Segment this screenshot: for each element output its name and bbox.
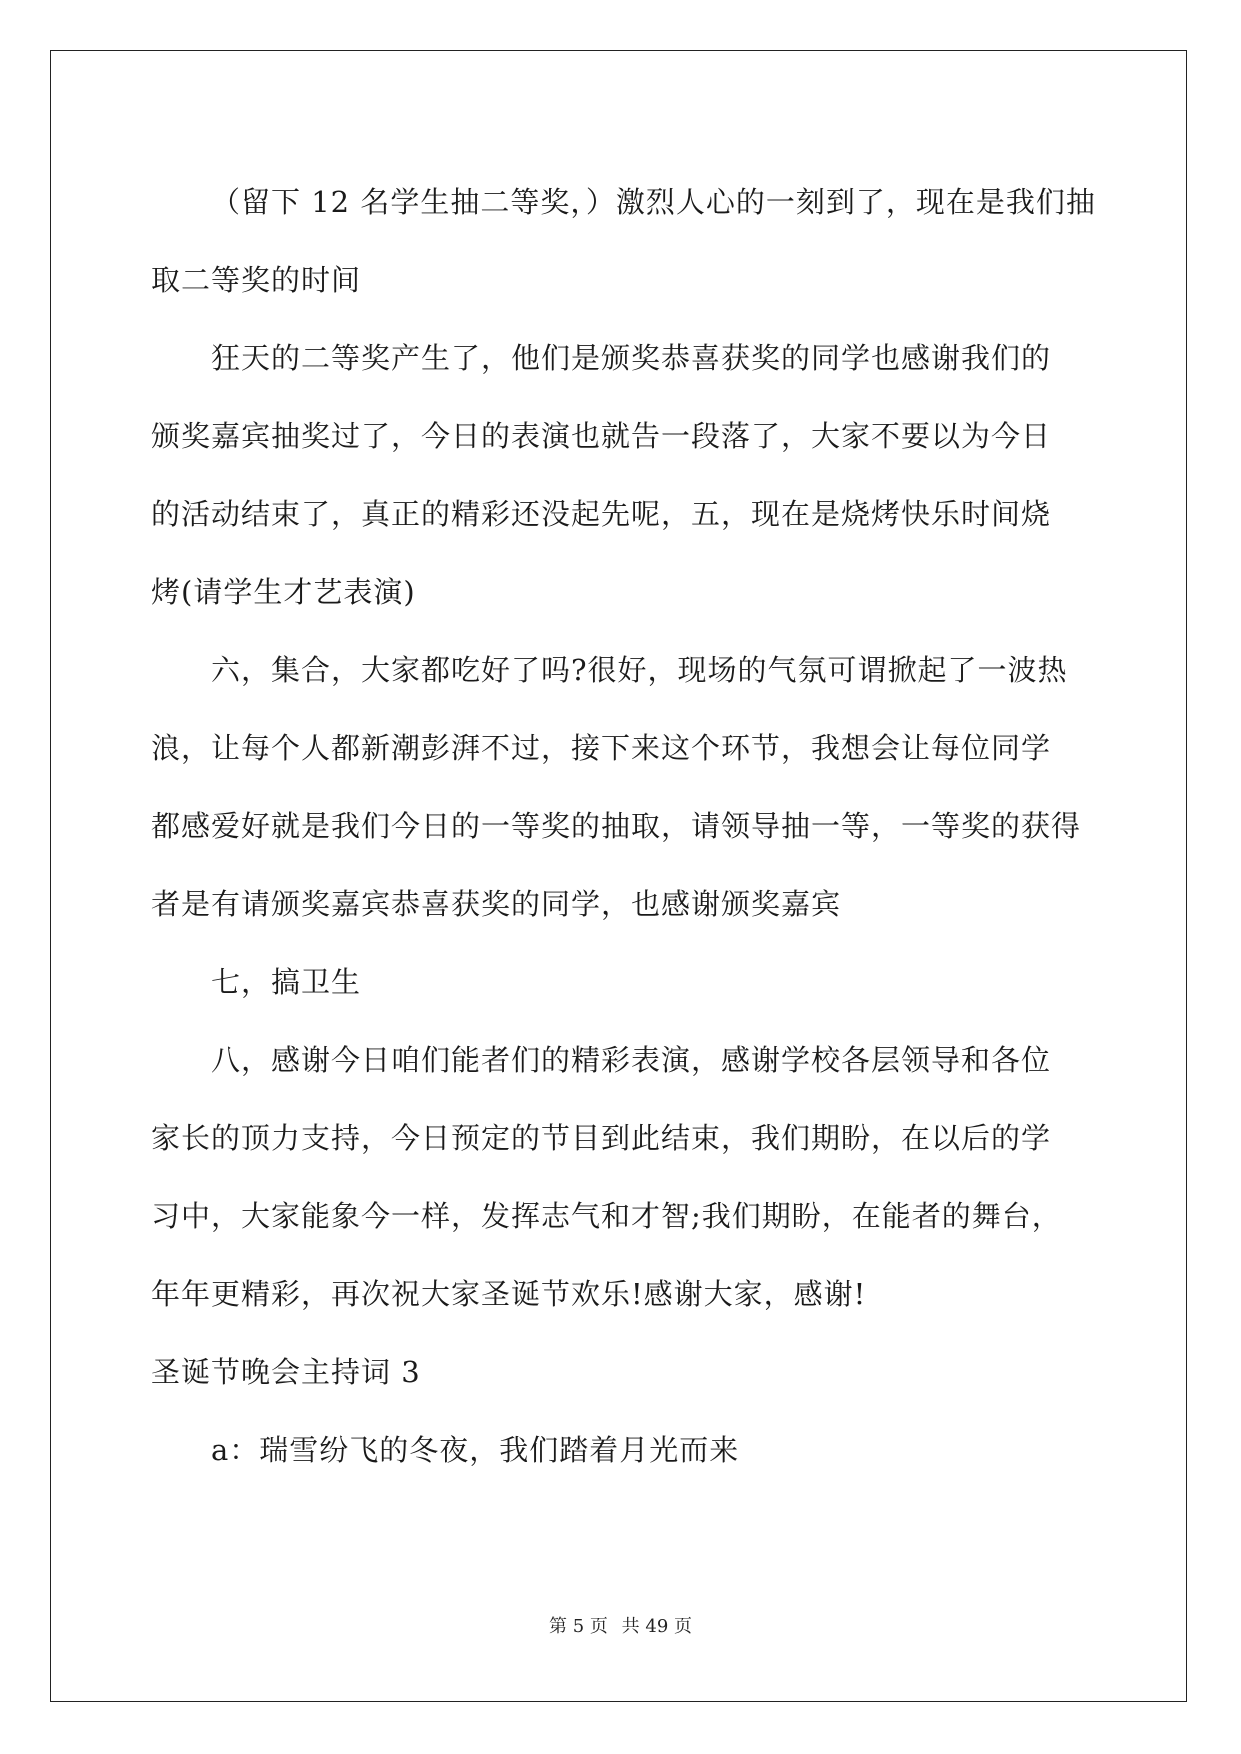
text-line: 习中，大家能象今一样，发挥志气和才智;我们期盼，在能者的舞台， <box>151 1199 1062 1233</box>
page-number: 第 5 页 <box>549 1616 608 1637</box>
paragraph <box>151 1411 1096 1489</box>
paragraph <box>151 943 1096 1021</box>
text-line: 家长的顶力支持，今日预定的节目到此结束，我们期盼，在以后的学 <box>151 1121 1052 1155</box>
text-line: 烤(请学生才艺表演) <box>151 575 416 609</box>
text-line: 六，集合，大家都吃好了吗?很好，现场的气氛可谓掀起了一波热 <box>211 653 1068 687</box>
page-footer <box>0 1612 1241 1638</box>
paragraph <box>151 1333 1096 1411</box>
text-line: 都感爱好就是我们今日的一等奖的抽取，请领导抽一等，一等奖的获得 <box>151 809 1082 843</box>
text-line: 狂天的二等奖产生了，他们是颁奖恭喜获奖的同学也感谢我们的 <box>211 341 1052 375</box>
paragraph <box>151 1021 1096 1333</box>
text-line: （留下 12 名学生抽二等奖，）激烈人心的一刻到了，现在是我们抽 <box>211 185 1096 219</box>
text-line: 七，搞卫生 <box>211 965 362 999</box>
page-total: 共 49 页 <box>621 1616 692 1637</box>
text-line: 颁奖嘉宾抽奖过了，今日的表演也就告一段落了，大家不要以为今日 <box>151 419 1052 453</box>
paragraph <box>151 319 1096 631</box>
text-line: 浪，让每个人都新潮彭湃不过，接下来这个环节，我想会让每位同学 <box>151 731 1052 765</box>
text-line: 取二等奖的时间 <box>151 263 362 297</box>
text-line: 者是有请颁奖嘉宾恭喜获奖的同学，也感谢颁奖嘉宾 <box>151 887 842 921</box>
text-line: 圣诞节晚会主持词 3 <box>151 1355 421 1389</box>
text-line: a：瑞雪纷飞的冬夜，我们踏着月光而来 <box>211 1433 740 1467</box>
paragraph <box>151 631 1096 943</box>
paragraph <box>151 163 1096 319</box>
text-line: 年年更精彩，再次祝大家圣诞节欢乐!感谢大家，感谢! <box>151 1277 867 1311</box>
text-line: 八，感谢今日咱们能者们的精彩表演，感谢学校各层领导和各位 <box>211 1043 1052 1077</box>
text-line: 的活动结束了，真正的精彩还没起先呢，五，现在是烧烤快乐时间烧 <box>151 497 1052 531</box>
document-body <box>151 163 1096 1489</box>
